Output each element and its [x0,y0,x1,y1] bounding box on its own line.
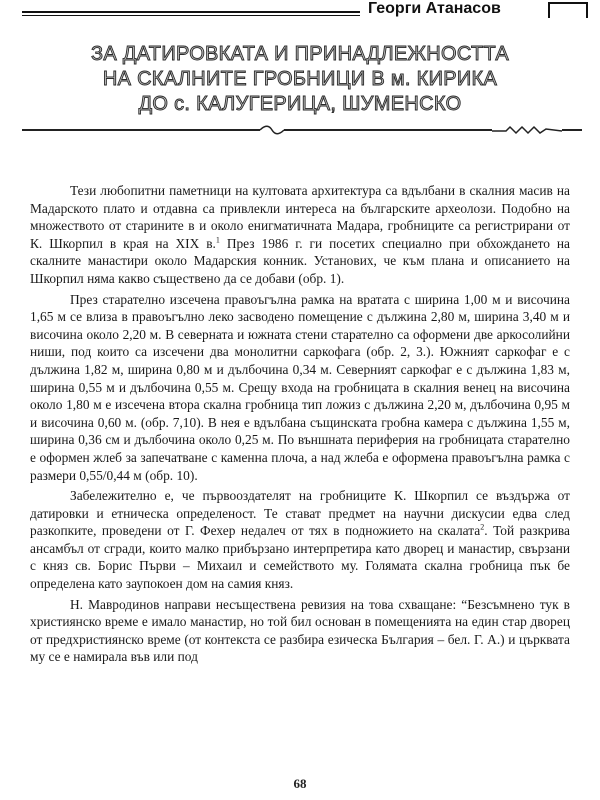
running-header [0,0,600,22]
paragraph-text: През 1986 г. ги посетих специално при обхождането на скалните манастири около Мадарския конник. Установих, че към плана и описанието на Шкорпил няма какво съществено да се добави (обр. 1). [30,235,570,286]
paragraph [30,596,570,666]
title-line-3: ДО с. КАЛУГЕРИЦА, ШУМЕНСКО [138,93,462,115]
paragraph [30,182,570,288]
header-rule [22,11,360,13]
running-header-author: Георги Атанасов [368,0,501,17]
footnote-ref[interactable]: 2 [480,522,485,532]
ornament-flourish-icon [492,124,562,136]
ornament-line [284,129,492,131]
title-line-2: НА СКАЛНИТЕ ГРОБНИЦИ В м. КИРИКА [102,68,498,90]
ornament-flourish-icon [260,124,284,136]
paragraph-text: През старателно изсечена правоъгълна рамка на вратата с ширина 1,00 м и височина 1,65 м се влиза в правоъгълно леко засводено помещение с дължина 2,80 м, ширина 3,40 м и височина около 2,20 м. В северната и южната стени старателно са оформени две аркосолийни ниши, под които са изсечени два монолитни саркофага (обр. 2, 3.). Южният саркофаг е с дължина 1,82 м, ширина 0,80 м и дълбочина 0,34 м. Северният саркофаг е с дължина 1,83 м, ширина 0,55 м и дълбочина 0,55 м. Срещу входа на гробницата в скалния венец на височина около 1,80 м е изсечена втора скална гробница тип ложиз с дължина 2,20 м, дълбочина 0,95 м и височина 0,60 м. (обр. 7,10). В нея е вдълбана същинската гробна камера с дължина 1,55 м, ширина 0,36 см и дълбочина около 0,25 м. По външната периферия на гробницата старателно е оформен жлеб за запечатване с каменна плоча, а над жлеба е оформена правоъгълна рамка с размери 0,55/0,44 м (обр. 10). [30,291,570,483]
header-corner-frame [548,2,588,18]
page-number: 68 [293,776,307,791]
title-line-1: ЗА ДАТИРОВКАТА И ПРИНАДЛЕЖНОСТТА [91,43,509,65]
article-body [30,182,570,669]
paragraph-text: Н. Мавродинов направи несъществена ревизия на това схващане: “Безсъмнено тук в християнско време е имало манастир, но той бил основан в помещенията на един стар дворец от предхристиянско време (от контекста се разбира езическа България – бел. Г. А.) и църквата му се е намирала във или под [30,596,570,665]
footnote-ref[interactable]: 1 [215,235,220,245]
title-ornament-rule [22,122,582,138]
ornament-line [562,129,582,131]
ornament-line [22,129,260,131]
header-rule-thin [22,15,360,16]
paragraph-text: Забележително е, че първооздателят на гробниците К. Шкорпил се въздържа от датировки и етническа определеност. Те стават предмет на научни дискусии едва след разкопките, проведени от Г. Фехер недалеч от тях в подножието на скалата [30,488,570,539]
paragraph [30,487,570,593]
paragraph [30,291,570,485]
paragraph-text: . Той разкрива ансамбъл от сгради, които малко прибързано интерпретира като дворец и манастир, свързани с княз св. Борис Първи – Михаил и семейството му. Голямата скална гробница пък бе определена като заупокоен дом на самия княз. [30,523,570,592]
paragraph-text: Тези любопитни паметници на култовата архитектура са вдълбани в скалния масив на Мадарското плато и отдавна са привлекли интереса на българските археолози. Подобно на множеството от старините в и около енигматичната Мадара, гробниците са регистрирани от К. Шкорпил в края на XIX в. [30,183,570,251]
article-title [30,42,570,117]
